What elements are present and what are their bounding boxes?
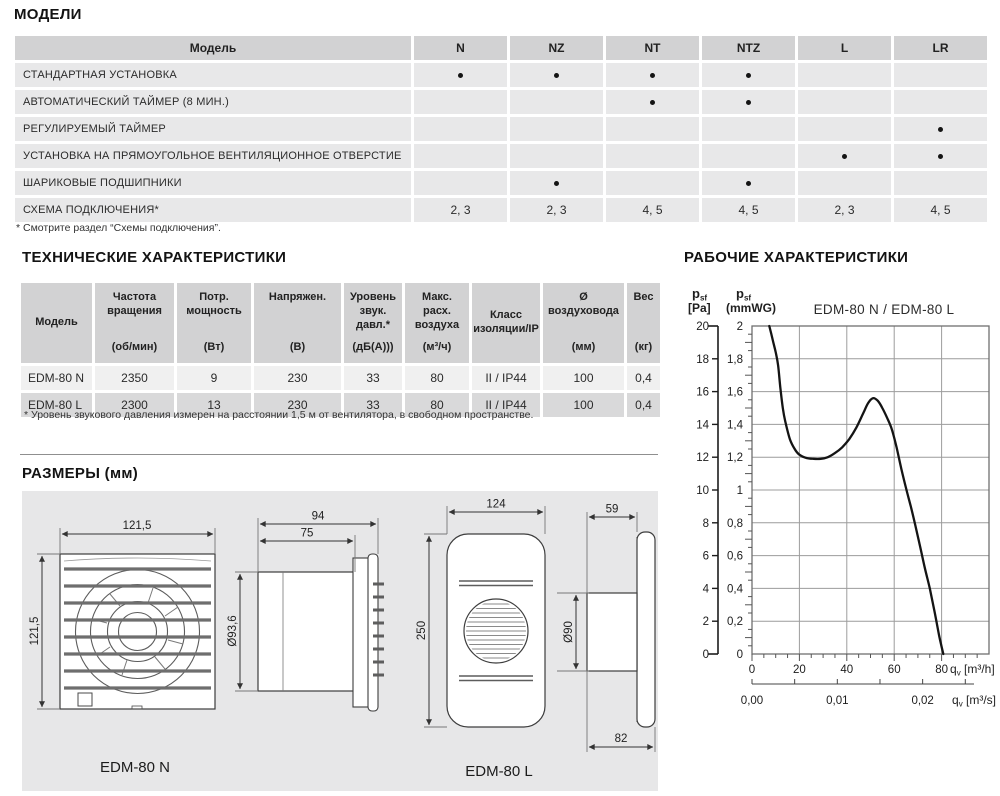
dim-edm80n-duct-depth: 75 <box>300 527 314 540</box>
tech-header-col <box>472 283 540 363</box>
x2-tick-label: 0,00 <box>740 695 764 707</box>
tech-value-cell: 2350 <box>95 366 174 390</box>
tech-header-name: Ø воздуховода <box>548 291 619 317</box>
x-tick-label: 40 <box>840 664 854 676</box>
mmwg-tick-label: 1,2 <box>727 452 743 465</box>
feature-label: АВТОМАТИЧЕСКИЙ ТАЙМЕР (8 МИН.) <box>15 90 411 114</box>
mmwg-tick-label: 0,8 <box>727 517 743 530</box>
performance-chart <box>684 278 1000 733</box>
tech-model-cell: EDM-80 N <box>21 366 92 390</box>
models-header-col-NT: NT <box>606 36 699 60</box>
feature-value <box>798 117 891 141</box>
feature-value <box>606 63 699 87</box>
feature-value <box>894 171 987 195</box>
edm80l-front-view <box>416 499 545 781</box>
feature-value <box>510 90 603 114</box>
tspan-el: sf <box>743 293 752 303</box>
feature-value <box>414 63 507 87</box>
dim-edm80l-total-depth: 82 <box>614 733 628 745</box>
models-table-head <box>15 36 987 60</box>
tspan-el: v <box>956 668 961 678</box>
rect-el <box>368 554 378 711</box>
feature-value: 2, 3 <box>510 198 603 222</box>
tech-header-col <box>627 283 660 363</box>
feature-value <box>894 144 987 168</box>
tech-header-content <box>256 291 339 355</box>
feature-label: СТАНДАРТНАЯ УСТАНОВКА <box>15 63 411 87</box>
feature-value <box>798 90 891 114</box>
tech-header-unit: (кг) <box>634 341 653 354</box>
pa-tick-label: 0 <box>702 649 709 661</box>
caption-edm80n: EDM-80 N <box>99 759 171 776</box>
tech-header-name: Уровень звук. давл.* <box>349 291 396 331</box>
models-header-col-NZ: NZ <box>510 36 603 60</box>
feature-value <box>702 117 795 141</box>
feature-value <box>606 144 699 168</box>
models-header-col-LR: LR <box>894 36 987 60</box>
mmwg-tick-label: 0,6 <box>727 550 743 563</box>
section-divider <box>20 454 658 455</box>
tspan-el: p <box>692 286 700 301</box>
feature-value <box>414 144 507 168</box>
mmwg-tick-label: 1,4 <box>727 419 743 432</box>
tspan-el: sf <box>699 293 708 303</box>
mmwg-tick-label: 0,4 <box>727 583 743 596</box>
feature-value <box>702 144 795 168</box>
models-header-col-NTZ: NTZ <box>702 36 795 60</box>
feature-value <box>702 90 795 114</box>
feature-value <box>798 171 891 195</box>
feature-value <box>798 144 891 168</box>
tech-header-content <box>407 291 467 355</box>
feature-dot <box>938 127 943 132</box>
tech-value-cell: II / IP44 <box>472 393 540 417</box>
models-header-col-N: N <box>414 36 507 60</box>
models-table <box>12 33 990 225</box>
tech-header-col <box>21 283 92 363</box>
feature-value <box>702 171 795 195</box>
edm80l-side-view <box>557 504 655 753</box>
tech-model-cell: EDM-80 L <box>21 393 92 417</box>
feature-value <box>606 90 699 114</box>
pa-tick-label: 4 <box>702 583 709 596</box>
pa-tick-label: 8 <box>702 517 709 530</box>
feature-dot <box>554 181 559 186</box>
feature-value <box>606 171 699 195</box>
tech-value-cell: 0,4 <box>627 366 660 390</box>
tspan-el: v <box>958 699 963 709</box>
dim-edm80l-duct-diameter: Ø90 <box>563 621 575 643</box>
models-row <box>15 144 987 168</box>
chart-title: EDM-80 N / EDM-80 L <box>813 302 955 317</box>
feature-value <box>894 63 987 87</box>
dim-edm80l-height: 250 <box>416 620 428 641</box>
tech-value-cell: II / IP44 <box>472 366 540 390</box>
models-row <box>15 63 987 87</box>
rect-el <box>637 532 655 727</box>
heading-dimensions: РАЗМЕРЫ (мм) <box>22 465 139 482</box>
tech-header-col <box>344 283 402 363</box>
tech-value-cell: 80 <box>405 366 469 390</box>
edm80n-side-view <box>227 511 384 712</box>
rect-el <box>353 558 369 707</box>
x2-tick-label: 0,02 <box>911 695 934 707</box>
tech-value-cell: 230 <box>254 366 341 390</box>
performance-chart-svg <box>684 278 1000 733</box>
tech-header-content <box>97 291 172 355</box>
feature-value <box>894 90 987 114</box>
feature-value: 4, 5 <box>894 198 987 222</box>
tech-header-content <box>23 291 90 355</box>
tech-header-content <box>545 291 622 355</box>
tech-header-unit: (м³/ч) <box>422 341 452 354</box>
tech-value-cell: 80 <box>405 393 469 417</box>
feature-dot <box>842 154 847 159</box>
dimensions-drawing <box>22 491 658 791</box>
x-tick-label: 60 <box>887 664 901 676</box>
feature-dot <box>746 100 751 105</box>
pa-tick-label: 2 <box>702 616 709 629</box>
tech-value-cell: 0,4 <box>627 393 660 417</box>
mmwg-tick-label: 1,6 <box>727 386 743 399</box>
feature-dot <box>746 73 751 78</box>
tech-header-name: Потр. мощность <box>186 291 242 317</box>
dim-edm80l-width: 124 <box>486 498 506 511</box>
tech-header-name: Частота вращения <box>107 291 162 317</box>
x-tick-label: 20 <box>793 664 806 676</box>
models-header-col-L: L <box>798 36 891 60</box>
feature-dot <box>650 100 655 105</box>
pa-tick-label: 18 <box>696 353 709 366</box>
tech-header-unit: (дБ(А))) <box>352 341 394 354</box>
feature-label: РЕГУЛИРУЕМЫЙ ТАЙМЕР <box>15 117 411 141</box>
models-row <box>15 198 987 222</box>
feature-dot <box>746 181 751 186</box>
tech-value-cell: 230 <box>254 393 341 417</box>
tech-value-cell: 2300 <box>95 393 174 417</box>
feature-value <box>510 117 603 141</box>
pa-tick-label: 14 <box>696 419 709 432</box>
dim-edm80n-duct-diameter: Ø93,6 <box>227 615 239 647</box>
tech-header-name: Класс изоляции/IP <box>473 309 539 335</box>
models-header-row <box>15 36 987 60</box>
tech-value-cell: 13 <box>177 393 251 417</box>
tspan-el: [m³/s] <box>962 693 997 707</box>
rect-el <box>258 572 355 691</box>
feature-dot <box>458 73 463 78</box>
caption-edm80l: EDM-80 L <box>465 763 533 780</box>
feature-value <box>510 63 603 87</box>
heading-models: МОДЕЛИ <box>14 6 82 23</box>
tech-header-unit: (В) <box>289 341 306 354</box>
feature-label: СХЕМА ПОДКЛЮЧЕНИЯ* <box>15 198 411 222</box>
tech-header-content <box>629 291 658 355</box>
models-row <box>15 117 987 141</box>
tspan-el: p <box>736 286 744 301</box>
models-row <box>15 171 987 195</box>
x2-tick-label: 0,01 <box>826 695 849 707</box>
feature-label: УСТАНОВКА НА ПРЯМОУГОЛЬНОЕ ВЕНТИЛЯЦИОННОЕ ОТВЕРСТИЕ <box>15 144 411 168</box>
edm80n-front-view <box>29 520 215 776</box>
feature-value <box>414 171 507 195</box>
x-tick-label: 80 <box>935 664 948 676</box>
tech-row <box>21 366 660 390</box>
tspan-el: q <box>952 693 959 707</box>
rect-el <box>60 554 215 709</box>
models-footnote: * Смотрите раздел “Схемы подключения”. <box>16 222 221 234</box>
tspan-el: [m³/h] <box>960 662 995 676</box>
feature-value <box>414 90 507 114</box>
feature-value: 2, 3 <box>798 198 891 222</box>
mmwg-tick-label: 1 <box>736 485 743 497</box>
feature-value: 4, 5 <box>606 198 699 222</box>
feature-value <box>798 63 891 87</box>
feature-value <box>702 63 795 87</box>
pa-tick-label: 6 <box>702 550 709 563</box>
tech-header-name: Напряжен. <box>268 291 327 303</box>
feature-value <box>414 117 507 141</box>
tech-header-unit: (Вт) <box>203 341 225 354</box>
feature-dot <box>554 73 559 78</box>
tech-header-col <box>254 283 341 363</box>
feature-value: 2, 3 <box>414 198 507 222</box>
tech-header-name: Макс. расх. воздуха <box>414 291 460 331</box>
tech-header-col <box>177 283 251 363</box>
feature-value <box>606 117 699 141</box>
tspan-el: q <box>950 662 957 676</box>
tech-header-col <box>95 283 174 363</box>
models-table-body <box>15 63 987 222</box>
heading-performance: РАБОЧИЕ ХАРАКТЕРИСТИКИ <box>684 249 909 266</box>
mmwg-axis-unit: (mmWG) <box>726 301 776 315</box>
mmwg-tick-label: 0 <box>736 649 743 661</box>
models-header-model: Модель <box>15 36 411 60</box>
tech-value-cell: 33 <box>344 393 402 417</box>
tech-header-content <box>474 291 538 355</box>
tech-header-col <box>405 283 469 363</box>
heading-tech: ТЕХНИЧЕСКИЕ ХАРАКТЕРИСТИКИ <box>22 249 287 266</box>
mmwg-tick-label: 1,8 <box>727 353 743 366</box>
tech-header-content <box>346 291 400 355</box>
tech-table <box>18 280 663 420</box>
feature-value: 4, 5 <box>702 198 795 222</box>
dim-edm80l-duct-depth: 59 <box>605 503 619 516</box>
feature-value <box>510 144 603 168</box>
tech-header-content <box>179 291 249 355</box>
x-tick-label: 0 <box>748 664 756 676</box>
x2-axis-unit <box>952 693 996 709</box>
tech-header-name: Модель <box>35 316 78 329</box>
tech-value-cell: 9 <box>177 366 251 390</box>
pa-tick-label: 12 <box>696 452 709 465</box>
tech-header-unit: (об/мин) <box>111 341 158 354</box>
dim-edm80n-width: 121,5 <box>122 520 152 532</box>
feature-value <box>510 171 603 195</box>
pa-tick-label: 10 <box>696 485 709 497</box>
dim-edm80n-height: 121,5 <box>29 616 41 646</box>
tech-table-head <box>21 283 660 363</box>
models-row <box>15 90 987 114</box>
pa-tick-label: 20 <box>696 321 709 333</box>
mmwg-tick-label: 0,2 <box>727 616 743 629</box>
dimensions-panel <box>22 491 658 791</box>
dim-edm80n-total-depth: 94 <box>311 510 325 523</box>
pa-axis-unit: [Pa] <box>688 301 711 315</box>
feature-label: ШАРИКОВЫЕ ПОДШИПНИКИ <box>15 171 411 195</box>
pa-tick-label: 16 <box>696 386 709 399</box>
tech-header-unit: (мм) <box>571 341 596 354</box>
feature-value <box>894 117 987 141</box>
tech-header-name: Вес <box>633 291 654 303</box>
tech-value-cell: 33 <box>344 366 402 390</box>
tech-footnote: * Уровень звукового давления измерен на расстоянии 1,5 м от вентилятора, в свободном пространстве. <box>24 409 534 421</box>
tech-value-cell: 100 <box>543 366 624 390</box>
feature-dot <box>650 73 655 78</box>
x-axis-unit <box>950 662 995 678</box>
feature-dot <box>938 154 943 159</box>
tech-value-cell: 100 <box>543 393 624 417</box>
tech-header-col <box>543 283 624 363</box>
mmwg-tick-label: 2 <box>736 321 743 333</box>
rect-el <box>587 593 637 671</box>
tech-header-row <box>21 283 660 363</box>
